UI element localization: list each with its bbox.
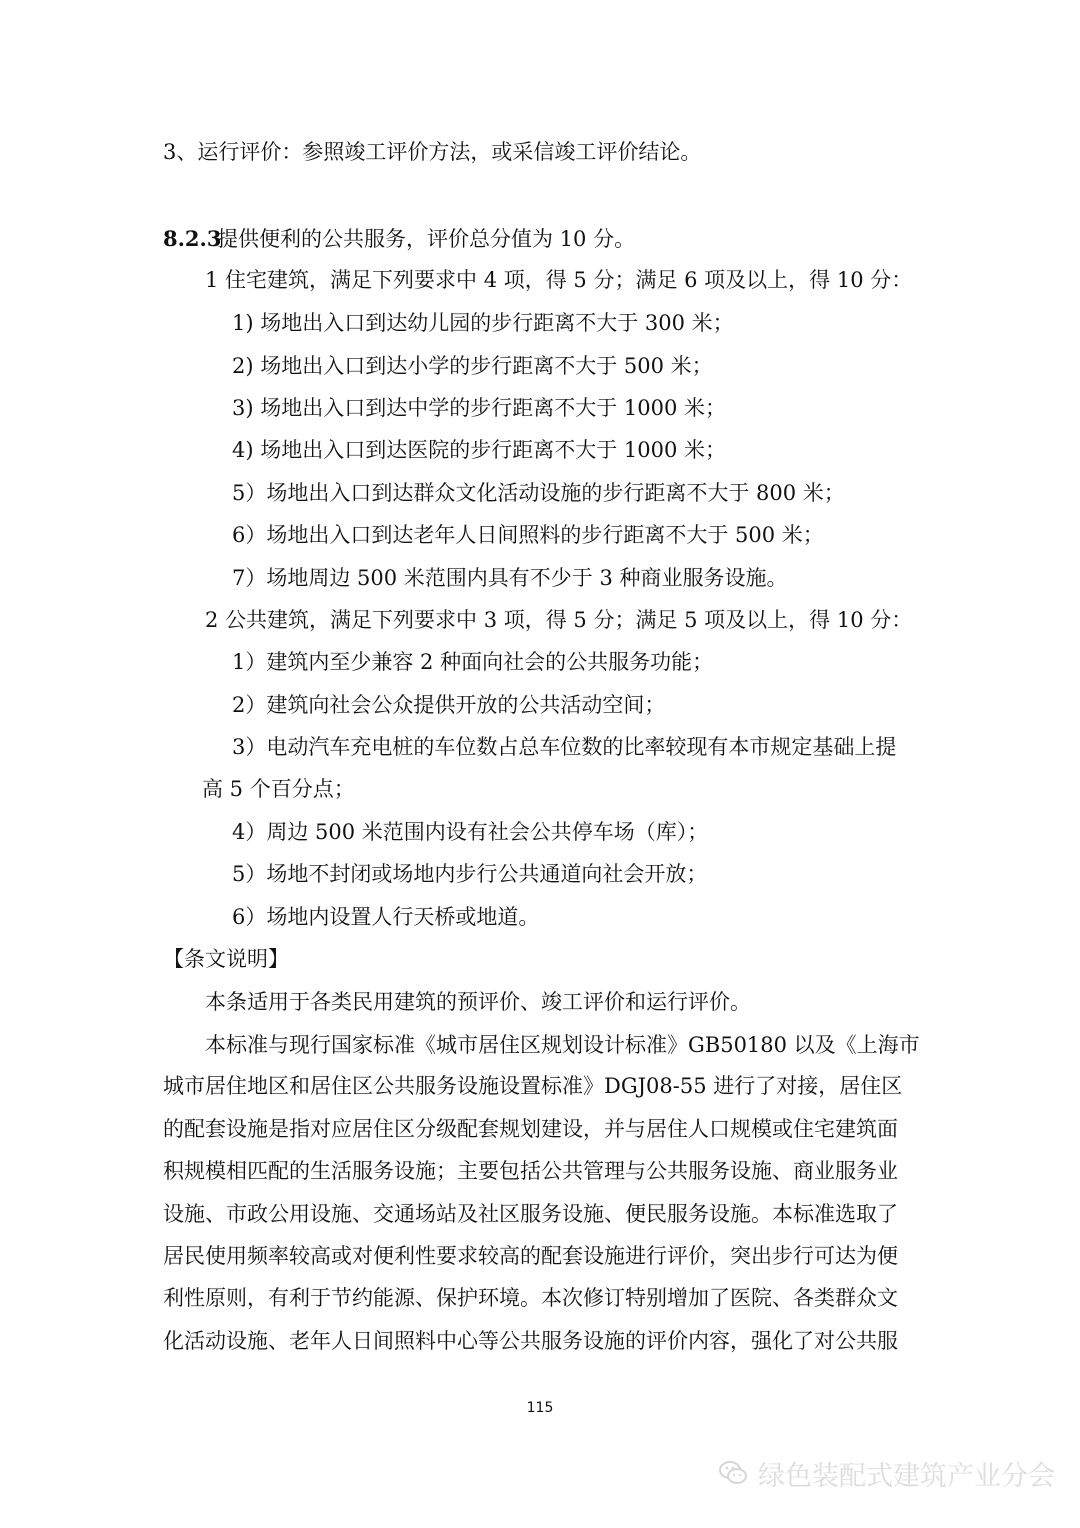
page-number: 115	[526, 1400, 554, 1416]
paragraph-line: 积规模相匹配的生活服务设施；主要包括公共管理与公共服务设施、商业服务业	[163, 1159, 898, 1183]
list-item: 2）建筑向社会公众提供开放的公共活动空间；	[232, 693, 666, 717]
list-item: 6）场地内设置人行天桥或地道。	[232, 905, 540, 929]
paragraph-line: 居民使用频率较高或对便利性要求较高的配套设施进行评价，突出步行可达为便	[163, 1244, 898, 1268]
list-item: 5）场地出入口到达群众文化活动设施的步行距离不大于 800 米；	[232, 481, 845, 505]
paragraph-line: 本条适用于各类民用建筑的预评价、竣工评价和运行评价。	[205, 990, 751, 1014]
list-item: 1) 场地出入口到达幼儿园的步行距离不大于 300 米；	[232, 311, 734, 335]
watermark-text: 绿色装配式建筑产业分会	[758, 1460, 1055, 1492]
wechat-icon	[718, 1459, 748, 1487]
paragraph-line: 利性原则，有利于节约能源、保护环境。本次修订特别增加了医院、各类群众文	[163, 1286, 898, 1310]
list-item: 6）场地出入口到达老年人日间照料的步行距离不大于 500 米；	[232, 523, 824, 547]
paragraph-line: 本标准与现行国家标准《城市居住区规划设计标准》GB50180 以及《上海市	[205, 1033, 920, 1057]
list-item: 4）周边 500 米范围内设有社会公共停车场（库）；	[232, 820, 709, 844]
paragraph-line: 城市居住地区和居住区公共服务设施设置标准》DGJ08-55 进行了对接，居住区	[163, 1074, 903, 1098]
paragraph-line: 化活动设施、老年人日间照料中心等公共服务设施的评价内容，强化了对公共服	[163, 1329, 898, 1353]
clause-title: 提供便利的公共服务，评价总分值为 10 分。	[217, 227, 636, 251]
list-item-continuation: 高 5 个百分点；	[202, 777, 355, 801]
list-item: 4) 场地出入口到达医院的步行距离不大于 1000 米；	[232, 438, 727, 462]
watermark	[718, 1448, 1055, 1498]
list-item: 7）场地周边 500 米范围内具有不少于 3 种商业服务设施。	[232, 566, 788, 590]
paragraph-line: 3、运行评价：参照竣工评价方法，或采信竣工评价结论。	[163, 140, 702, 164]
list-heading: 1 住宅建筑，满足下列要求中 4 项，得 5 分；满足 6 项及以上，得 10 分：	[205, 268, 913, 292]
list-item: 2) 场地出入口到达小学的步行距离不大于 500 米；	[232, 354, 713, 378]
paragraph-line: 的配套设施是指对应居住区分级配套规划建设，并与居住人口规模或住宅建筑面	[163, 1117, 898, 1141]
list-item: 3）电动汽车充电桩的车位数占总车位数的比率较现有本市规定基础上提	[232, 735, 897, 759]
list-item: 5）场地不封闭或场地内步行公共通道向社会开放；	[232, 862, 708, 886]
list-item: 3) 场地出入口到达中学的步行距离不大于 1000 米；	[232, 396, 727, 420]
clause-number: 8.2.3	[163, 226, 222, 251]
list-heading: 2 公共建筑，满足下列要求中 3 项，得 5 分；满足 5 项及以上，得 10 分：	[205, 608, 913, 632]
section-heading: 【条文说明】	[163, 947, 289, 971]
paragraph-line: 设施、市政公用设施、交通场站及社区服务设施、便民服务设施。本标准选取了	[163, 1202, 898, 1226]
list-item: 1）建筑内至少兼容 2 种面向社会的公共服务功能；	[232, 650, 714, 674]
